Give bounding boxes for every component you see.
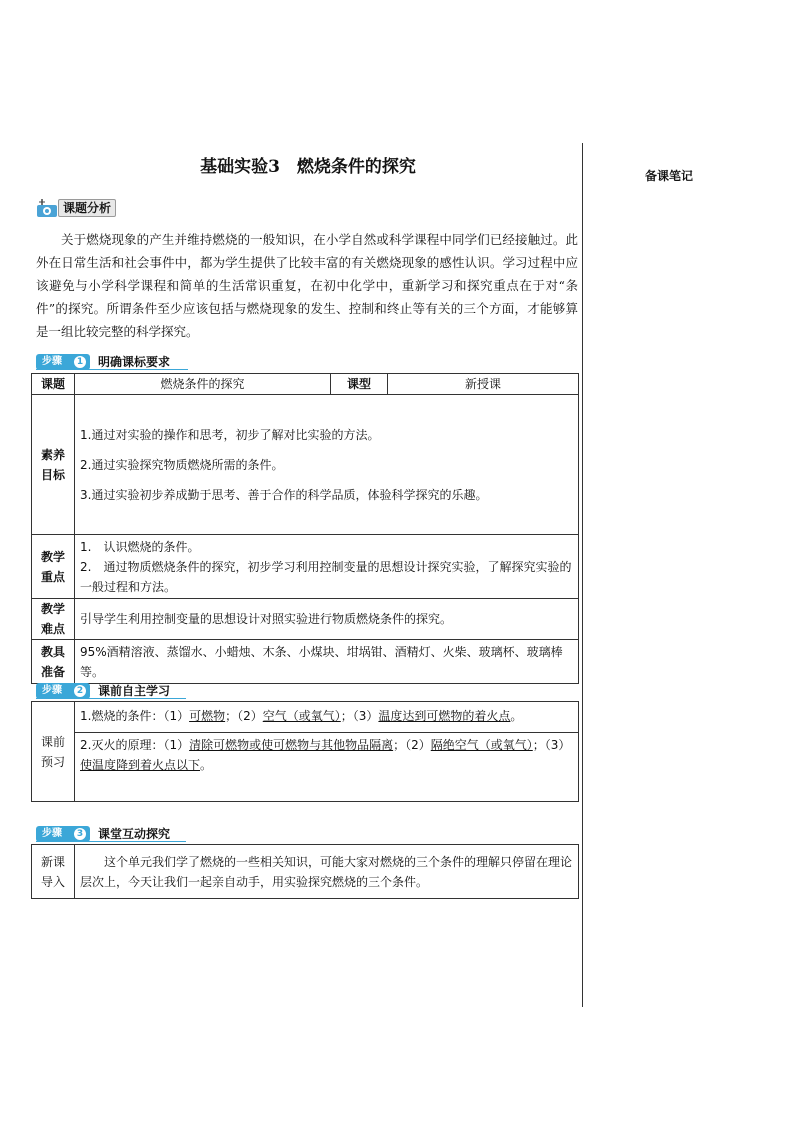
- step-3-header: [36, 826, 186, 842]
- step-1-header: [36, 354, 188, 370]
- step-number: 1: [74, 356, 86, 368]
- step-underline: [36, 841, 186, 842]
- focus-label: 教学 重点: [32, 535, 75, 599]
- goal-item: 2.通过实验探究物质燃烧所需的条件。: [80, 457, 284, 472]
- topic-value: 燃烧条件的探究: [75, 374, 331, 395]
- step-number: 2: [74, 685, 86, 697]
- step-number: 3: [74, 828, 86, 840]
- preview-label: 课前 预习: [32, 702, 75, 802]
- intro-label: 新课 导入: [32, 845, 75, 899]
- type-value: 新授课: [388, 374, 579, 395]
- step-2-header: [36, 683, 186, 699]
- step-underline: [36, 698, 186, 699]
- gear-icon: [36, 198, 58, 218]
- focus-item: 2. 通过物质燃烧条件的探究，初步学习利用控制变量的思想设计探究实验，了解探究实验的一般过程和方法。: [80, 559, 572, 594]
- difficulty-cell: 引导学生利用控制变量的思想设计对照实验进行物质燃烧条件的探究。: [75, 599, 579, 640]
- preview-content: [75, 702, 579, 802]
- focus-item: 1. 认识燃烧的条件。: [80, 539, 200, 554]
- difficulty-label: 教学 难点: [32, 599, 75, 640]
- preview-table: [31, 701, 579, 802]
- analysis-header: [36, 196, 132, 218]
- type-label: 课型: [331, 374, 388, 395]
- step-title: 课堂互动探究: [98, 827, 171, 841]
- combustion-conditions: 1.燃烧的条件：（1）可燃物；（2）空气（或氧气）；（3）温度达到可燃物的着火点。: [80, 709, 523, 723]
- step-badge: 步骤: [36, 354, 90, 370]
- step-badge: 步骤: [36, 683, 90, 699]
- page-title: 基础实验3 燃烧条件的探究: [200, 157, 416, 177]
- margin-divider: [582, 143, 583, 1007]
- analysis-paragraph: 关于燃烧现象的产生并维持燃烧的一般知识，在小学自然或科学课程中同学们已经接触过。此外在日常生活和社会事件中，都为学生提供了比较丰富的有关燃烧现象的感性认识。学习过程中应该避免与小学科学课程和简单的生活常识重复，在初中化学中，重新学习和探究重点在于对“条件”的探究。所谓条件至少应该包括与燃烧现象的发生、控制和终止等有关的三个方面，才能够算是一组比较完整的科学探究。: [36, 232, 578, 339]
- step-badge: 步骤: [36, 826, 90, 842]
- intro-table: [31, 844, 579, 899]
- materials-label: 教具 准备: [32, 640, 75, 684]
- topic-label: 课题: [32, 374, 75, 395]
- analysis-label: 课题分析: [58, 199, 116, 217]
- focus-cell: [75, 535, 579, 599]
- step-title: 明确课标要求: [98, 355, 171, 369]
- curriculum-table: [31, 373, 579, 684]
- intro-content: 这个单元我们学了燃烧的一些相关知识，可能大家对燃烧的三个条件的理解只停留在理论层次上，今天让我们一起亲自动手，用实验探究燃烧的三个条件。: [75, 845, 579, 899]
- step-underline: [36, 369, 188, 370]
- goals-cell: [75, 395, 579, 535]
- step-title: 课前自主学习: [98, 684, 171, 698]
- goal-item: 3.通过实验初步养成勤于思考、善于合作的科学品质，体验科学探究的乐趣。: [80, 487, 488, 502]
- goal-item: 1.通过对实验的操作和思考，初步了解对比实验的方法。: [80, 427, 380, 442]
- side-note-label: 备课笔记: [645, 169, 694, 183]
- goals-label: 素养 目标: [32, 395, 75, 535]
- materials-cell: 95%酒精溶液、蒸馏水、小蜡烛、木条、小煤块、坩埚钳、酒精灯、火柴、玻璃杯、玻璃棒等。: [75, 640, 579, 684]
- extinguish-principles: 2.灭火的原理：（1）清除可燃物或使可燃物与其他物品隔离；（2）隔绝空气（或氧气）；（3）使温度降到着火点以下。: [75, 732, 578, 775]
